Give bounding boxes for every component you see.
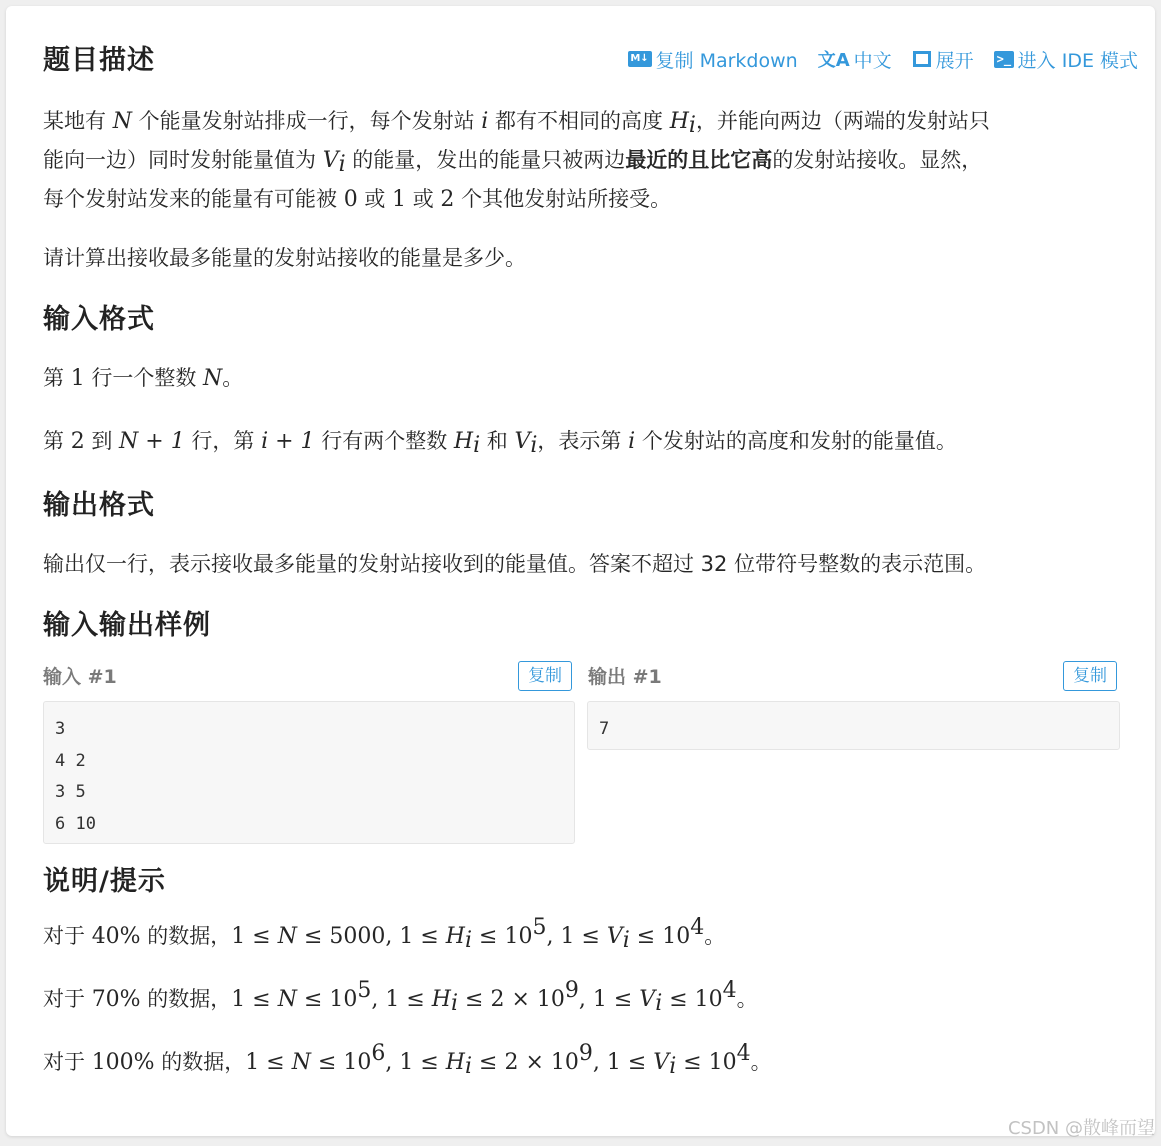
translate-icon: 文A	[817, 50, 850, 71]
sample-input-block[interactable]	[43, 701, 575, 844]
copy-markdown-button[interactable]	[628, 44, 798, 74]
hint-row-100: 对于 100% 的数据，$1 \le N \le 10^6$, $1 \le H_i \le 2 \times 10^9$, $1 \le V_i \le 10^4$。	[43, 1041, 772, 1079]
code-line: 4 2	[55, 750, 86, 771]
code-line: 3	[55, 719, 66, 739]
code-line: 7	[599, 719, 610, 739]
copy-markdown-label: 复制 Markdown	[655, 49, 798, 72]
problem-card	[6, 6, 1155, 1136]
expand-label: 展开	[935, 49, 974, 72]
problem-toolbar	[598, 44, 1138, 74]
code-line: 6 10	[55, 813, 96, 834]
copy-output-button[interactable]: 复制	[1063, 661, 1117, 691]
hint-heading: 说明/提示	[43, 866, 166, 897]
bold-emphasis: 最近的且比它高	[625, 148, 773, 172]
code-line: 3 5	[55, 782, 86, 802]
language-label: 中文	[853, 49, 892, 72]
expand-icon	[912, 50, 932, 68]
samples-heading: 输入输出样例	[43, 610, 211, 641]
description-question: 请计算出接收最多能量的发射站接收的能量是多少。	[43, 246, 526, 270]
csdn-watermark: CSDN @散峰而望	[1007, 1118, 1155, 1139]
output-format-text: 输出仅一行，表示接收最多能量的发射站接收到的能量值。答案不超过 32 位带符号整数的表示范围。	[43, 552, 987, 576]
description-paragraph: 某地有 N 个能量发射站排成一行，每个发射站 i 都有不相同的高度 $H_i$，并能向两边（两端的发射站只 能向一边）同时发射能量值为 $V_i$ 的能量，发出的能量只被两边最近的且比它高的发射站接收。显然， 每个发射站发来的能量有可能被 0 或 1 或 2 个其他发射站所接受。	[43, 109, 990, 212]
ide-mode-button[interactable]	[994, 44, 1138, 74]
language-button[interactable]	[818, 44, 892, 74]
sample-output-label: 输出 #1	[588, 666, 662, 688]
input-format-line-2: 第 2 到 N + 1 行，第 i + 1 行有两个整数 $H_i$ 和 $V_i$，表示第 i 个发射站的高度和发射的能量值。	[43, 429, 957, 458]
hint-row-70: 对于 70% 的数据，$1 \le N \le 10^5$, $1 \le H_i \le 2 \times 10^9$, $1 \le V_i \le 10^4$。	[43, 978, 758, 1016]
copy-input-button[interactable]: 复制	[518, 661, 572, 691]
input-format-line-1: 第 1 行一个整数 N。	[43, 366, 244, 391]
expand-button[interactable]	[912, 44, 974, 74]
description-heading: 题目描述	[43, 45, 155, 76]
hint-row-40: 对于 40% 的数据，1 ≤ N ≤ 5000, $1 \le H_i \le 10^5$, $1 \le V_i \le 10^4$。	[43, 915, 726, 953]
terminal-icon: >_	[994, 51, 1014, 68]
ide-mode-label: 进入 IDE 模式	[1017, 49, 1138, 72]
input-format-heading: 输入格式	[43, 304, 155, 335]
output-format-heading: 输出格式	[43, 490, 155, 521]
sample-input-label: 输入 #1	[43, 666, 117, 688]
sample-output-block[interactable]	[587, 701, 1120, 750]
markdown-icon: M↓	[628, 51, 652, 67]
